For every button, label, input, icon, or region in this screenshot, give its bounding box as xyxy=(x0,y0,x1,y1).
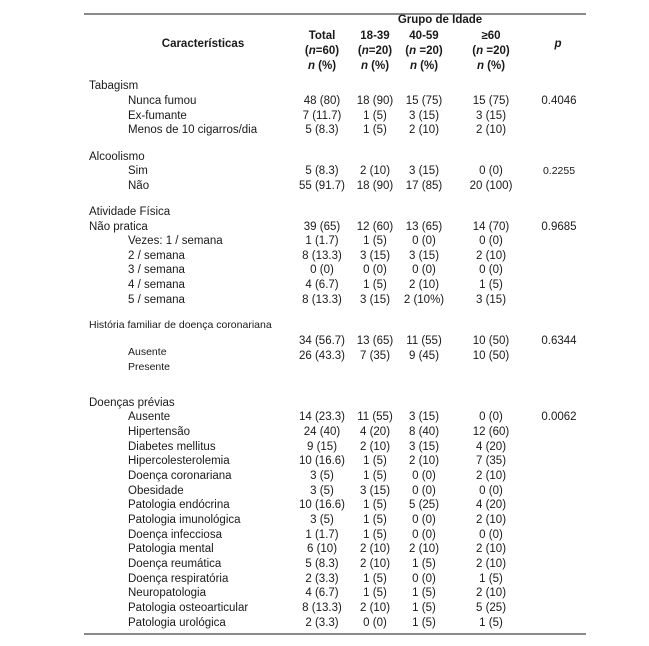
section-title-historia: História familiar de doença coronariana xyxy=(89,319,272,331)
cell-value: 1 (5) xyxy=(479,279,503,291)
cell-value: 8 (40) xyxy=(408,426,440,438)
row-label: Patologia endócrina xyxy=(128,499,230,511)
cell-value: 11 (55) xyxy=(406,335,442,347)
cell-value: 39 (65) xyxy=(303,221,341,233)
cell-value: 1 (5) xyxy=(479,573,503,585)
cell-value: 24 (40) xyxy=(303,426,341,438)
cell-value: 15 (75) xyxy=(405,95,443,107)
row-label: Doença respiratória xyxy=(128,573,229,585)
cell-value: 2 (10) xyxy=(475,124,507,136)
cell-value: 12 (60) xyxy=(356,221,394,233)
cell-value: 15 (75) xyxy=(472,95,510,107)
cell-value: 3 (15) xyxy=(408,250,440,262)
row-label: Hipercolesterolemia xyxy=(128,455,230,467)
header-p: p xyxy=(554,38,562,50)
row-label: Vezes: 1 / semana xyxy=(128,235,223,247)
column-n-italic: n xyxy=(361,45,369,57)
section-title-tabagism: Tabagism xyxy=(89,80,139,92)
cell-value: 10 (16.6) xyxy=(298,499,346,511)
cell-value: 3 (15) xyxy=(359,250,391,262)
cell-value: 2 (10) xyxy=(359,602,391,614)
bottom-rule xyxy=(84,633,586,635)
cell-value: 0 (0) xyxy=(479,264,503,276)
cell-value: 5 (8.3) xyxy=(305,124,339,136)
column-header-label: Total xyxy=(308,30,336,42)
row-label: Doença reumática xyxy=(128,558,222,570)
column-unit-rest: (%) xyxy=(483,60,506,72)
row-label: 5 / semana xyxy=(128,294,185,306)
cell-value: 26 (43.3) xyxy=(298,350,346,362)
cell-value: 0 (0) xyxy=(412,235,436,247)
cell-value: 9 (45) xyxy=(408,350,440,362)
column-unit-rest: (%) xyxy=(416,60,439,72)
column-n-suffix: =20) xyxy=(483,45,510,57)
cell-value: 12 (60) xyxy=(472,426,510,438)
cell-value: 1 (5) xyxy=(363,587,387,599)
row-label: Ausente xyxy=(128,346,167,358)
cell-value: 0 (0) xyxy=(412,529,436,541)
row-label: Presente xyxy=(128,361,171,373)
cell-value: 1 (5) xyxy=(363,529,387,541)
row-label: Neuropatologia xyxy=(128,587,207,599)
cell-value: 2 (10) xyxy=(359,441,391,453)
cell-value: 2 (10) xyxy=(475,250,507,262)
cell-value: 0 (0) xyxy=(479,411,503,423)
cell-value: 0 (0) xyxy=(412,573,436,585)
cell-value: 2 (3.3) xyxy=(305,573,339,585)
row-label: Patologia urológica xyxy=(128,617,226,629)
p-value: 0.4046 xyxy=(541,95,577,107)
cell-value: 0 (0) xyxy=(479,165,503,177)
cell-value: 3 (15) xyxy=(408,165,440,177)
row-label: Ex-fumante xyxy=(128,110,187,122)
cell-value: 5 (8.3) xyxy=(305,165,339,177)
row-label: 4 / semana xyxy=(128,279,185,291)
cell-value: 20 (100) xyxy=(469,180,513,192)
cell-value: 48 (80) xyxy=(303,95,341,107)
header-characteristics: Características xyxy=(161,38,245,50)
column-unit-rest: (%) xyxy=(367,60,390,72)
cell-value: 3 (5) xyxy=(310,485,334,497)
column-header-label: 18-39 xyxy=(360,30,390,42)
cell-value: 9 (15) xyxy=(306,441,338,453)
cell-value: 14 (23.3) xyxy=(298,411,346,423)
cell-value: 3 (5) xyxy=(310,470,334,482)
cell-value: 1 (1.7) xyxy=(305,529,339,541)
cell-value: 0 (0) xyxy=(412,514,436,526)
cell-value: 6 (10) xyxy=(306,543,338,555)
column-unit-italic: n xyxy=(476,60,484,72)
top-rule xyxy=(84,13,586,15)
section-title-alcoolismo: Alcoolismo xyxy=(89,151,145,163)
section-title-atividade: Atividade Física xyxy=(89,206,171,218)
cell-value: 3 (15) xyxy=(408,441,440,453)
row-label: Nunca fumou xyxy=(128,95,197,107)
cell-value: 3 (15) xyxy=(475,294,507,306)
column-n-prefix: ( xyxy=(472,45,477,57)
cell-value: 3 (5) xyxy=(310,514,334,526)
row-label: Não xyxy=(128,180,150,192)
cell-value: 0 (0) xyxy=(310,264,334,276)
cell-value: 1 (5) xyxy=(363,235,387,247)
cell-value: 1 (5) xyxy=(363,470,387,482)
cell-value: 4 (20) xyxy=(475,499,507,511)
cell-value: 1 (5) xyxy=(412,602,436,614)
row-label: Doença infecciosa xyxy=(128,529,222,541)
cell-value: 0 (0) xyxy=(363,617,387,629)
cell-value: 1 (5) xyxy=(412,617,436,629)
column-n-prefix: ( xyxy=(304,45,309,57)
column-header-label: 40-59 xyxy=(409,30,439,42)
cell-value: 7 (11.7) xyxy=(302,110,342,122)
column-unit-italic: n xyxy=(360,60,368,72)
cell-value: 2 (10) xyxy=(475,558,507,570)
cell-value: 4 (6.7) xyxy=(305,279,339,291)
cell-value: 0 (0) xyxy=(479,235,503,247)
row-label: 3 / semana xyxy=(128,264,185,276)
cell-value: 1 (5) xyxy=(363,514,387,526)
cell-value: 7 (35) xyxy=(475,455,507,467)
cell-value: 2 (10%) xyxy=(403,294,445,306)
cell-value: 3 (15) xyxy=(408,110,440,122)
cell-value: 2 (10) xyxy=(475,543,507,555)
column-n-suffix: =20) xyxy=(368,45,393,57)
row-label: Ausente xyxy=(128,411,171,423)
cell-value: 8 (13.3) xyxy=(302,602,342,614)
column-unit-italic: n xyxy=(307,60,315,72)
row-label: Diabetes mellitus xyxy=(128,441,216,453)
cell-value: 3 (15) xyxy=(475,110,507,122)
row-label: Patologia osteoarticular xyxy=(128,602,249,614)
p-value: 0.0062 xyxy=(541,411,577,423)
cell-value: 1 (5) xyxy=(412,587,436,599)
cell-value: 18 (90) xyxy=(356,95,394,107)
row-label: Sim xyxy=(128,165,148,177)
cell-value: 2 (10) xyxy=(408,124,440,136)
p-value: 0.2255 xyxy=(542,165,576,177)
cell-value: 0 (0) xyxy=(363,264,387,276)
cell-value: 0 (0) xyxy=(412,485,436,497)
row-label: Patologia imunológica xyxy=(128,514,241,526)
cell-value: 1 (5) xyxy=(479,617,503,629)
p-value: 0.9685 xyxy=(541,221,577,233)
cell-value: 18 (90) xyxy=(356,180,394,192)
cell-value: 2 (10) xyxy=(408,279,440,291)
cell-value: 17 (85) xyxy=(405,180,443,192)
column-header-label: ≥60 xyxy=(481,30,501,42)
column-n-prefix: ( xyxy=(357,45,362,57)
column-n-italic: n xyxy=(409,45,417,57)
header-group-label: Grupo de Idade xyxy=(397,14,483,26)
cell-value: 1 (5) xyxy=(363,124,387,136)
row-label: 2 / semana xyxy=(128,250,185,262)
cell-value: 2 (10) xyxy=(475,587,507,599)
cell-value: 11 (55) xyxy=(357,411,393,423)
cell-value: 34 (56.7) xyxy=(298,335,346,347)
column-n-italic: n xyxy=(476,45,484,57)
cell-value: 1 (5) xyxy=(363,499,387,511)
cell-value: 8 (13.3) xyxy=(302,294,342,306)
row-label: Obesidade xyxy=(128,485,184,497)
row-label: Não pratica xyxy=(89,221,148,233)
cell-value: 1 (1.7) xyxy=(305,235,339,247)
cell-value: 13 (65) xyxy=(405,221,443,233)
cell-value: 0 (0) xyxy=(412,470,436,482)
column-n-prefix: ( xyxy=(405,45,410,57)
cell-value: 2 (10) xyxy=(408,543,440,555)
cell-value: 1 (5) xyxy=(412,558,436,570)
cell-value: 2 (3.3) xyxy=(305,617,339,629)
cell-value: 13 (65) xyxy=(356,335,394,347)
cell-value: 2 (10) xyxy=(475,514,507,526)
row-label: Doença coronariana xyxy=(128,470,232,482)
column-unit-italic: n xyxy=(409,60,417,72)
cell-value: 2 (10) xyxy=(359,543,391,555)
cell-value: 1 (5) xyxy=(363,455,387,467)
cell-value: 14 (70) xyxy=(472,221,510,233)
p-value: 0.6344 xyxy=(541,335,577,347)
cell-value: 2 (10) xyxy=(475,470,507,482)
column-n-suffix: =60) xyxy=(315,45,340,57)
cell-value: 10 (50) xyxy=(472,350,510,362)
cell-value: 4 (20) xyxy=(359,426,391,438)
column-n-suffix: =20) xyxy=(416,45,443,57)
cell-value: 3 (15) xyxy=(359,485,391,497)
cell-value: 1 (5) xyxy=(363,279,387,291)
row-label: Patologia mental xyxy=(128,543,214,555)
cell-value: 10 (50) xyxy=(472,335,510,347)
cell-value: 4 (20) xyxy=(475,441,507,453)
cell-value: 0 (0) xyxy=(479,485,503,497)
cell-value: 3 (15) xyxy=(408,411,440,423)
column-n-italic: n xyxy=(308,45,316,57)
cell-value: 2 (10) xyxy=(359,165,391,177)
cell-value: 55 (91.7) xyxy=(298,180,346,192)
cell-value: 1 (5) xyxy=(363,110,387,122)
cell-value: 0 (0) xyxy=(479,529,503,541)
cell-value: 4 (6.7) xyxy=(305,587,339,599)
cell-value: 1 (5) xyxy=(363,573,387,585)
cell-value: 0 (0) xyxy=(412,264,436,276)
row-label: Hipertensão xyxy=(128,426,191,438)
section-title-doencas: Doenças prévias xyxy=(89,397,175,409)
cell-value: 5 (8.3) xyxy=(305,558,339,570)
row-label: Menos de 10 cigarros/dia xyxy=(128,124,258,136)
cell-value: 8 (13.3) xyxy=(302,250,342,262)
column-unit-rest: (%) xyxy=(314,60,337,72)
cell-value: 5 (25) xyxy=(475,602,507,614)
cell-value: 3 (15) xyxy=(359,294,391,306)
cell-value: 2 (10) xyxy=(408,455,440,467)
cell-value: 2 (10) xyxy=(359,558,391,570)
cell-value: 10 (16.6) xyxy=(298,455,346,467)
cell-value: 7 (35) xyxy=(359,350,391,362)
cell-value: 5 (25) xyxy=(408,499,440,511)
